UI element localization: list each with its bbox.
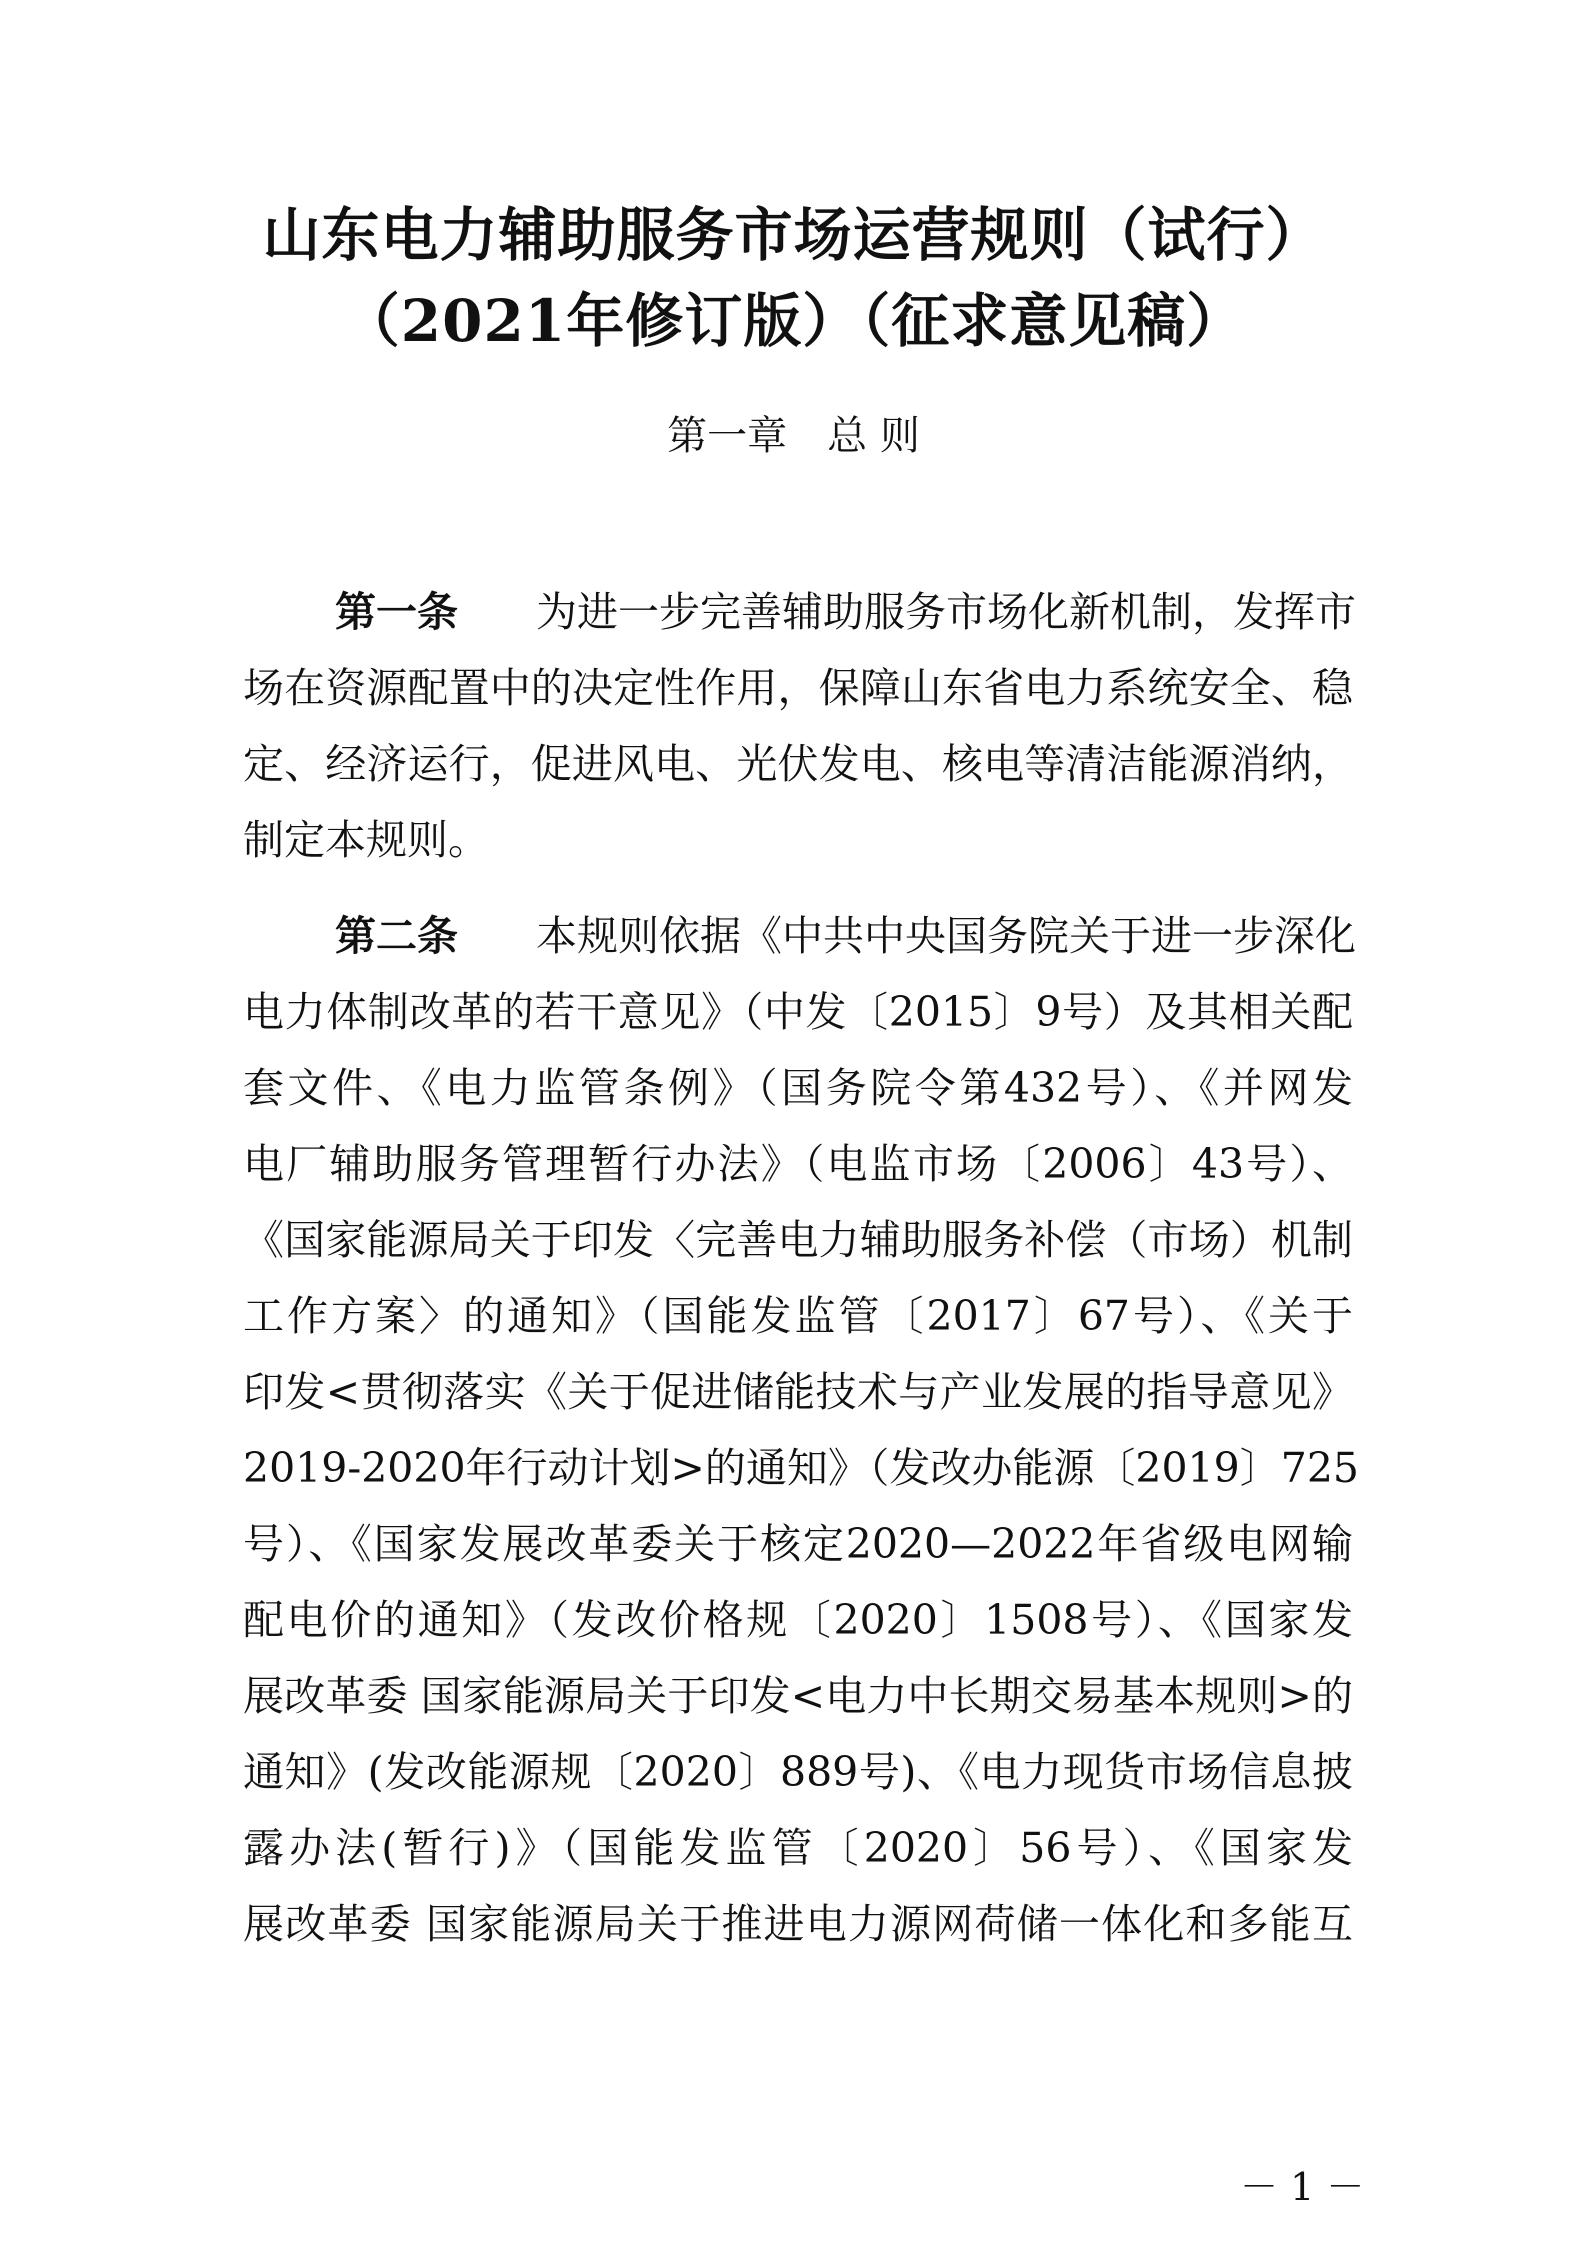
document-title-line-1: 山东电力辅助服务市场运营规则（试行） <box>262 201 1325 269</box>
article-2-line-5: 《国家能源局关于印发〈完善电力辅助服务补偿（市场）机制 <box>243 1216 1353 1264</box>
article-2-line-1 <box>243 906 1356 966</box>
article-2-line-11: 展改革委 国家能源局关于印发<电力中长期交易基本规则>的 <box>243 1672 1353 1720</box>
article-2-line-9: 号）、《国家发展改革委关于核定2020—2022年省级电网输 <box>243 1520 1353 1568</box>
article-1-line-4: 制定本规则。 <box>243 816 489 864</box>
article-2-line-8: 2019-2020年行动计划>的通知》（发改办能源〔2019〕725 <box>243 1444 1359 1492</box>
article-1-line-3: 定、经济运行，促进风电、光伏发电、核电等清洁能源消纳， <box>243 740 1353 788</box>
page-number: － 1 － <box>1240 2165 1365 2209</box>
article-1-text: 为进一步完善辅助服务市场化新机制，发挥市 <box>536 588 1356 636</box>
article-1-line-2: 场在资源配置中的决定性作用，保障山东省电力系统安全、稳 <box>243 664 1353 712</box>
document-title-line-2: （2021年修订版）（征求意见稿） <box>341 287 1246 355</box>
article-1-label: 第一条 <box>335 588 458 636</box>
article-2-line-10: 配电价的通知》（发改价格规〔2020〕1508号）、《国家发 <box>243 1596 1353 1644</box>
article-2-line-4: 电厂辅助服务管理暂行办法》（电监市场〔2006〕43号）、 <box>243 1140 1353 1188</box>
article-2-line-2: 电力体制改革的若干意见》（中发〔2015〕9号）及其相关配 <box>243 988 1353 1036</box>
article-2-label: 第二条 <box>335 912 458 960</box>
chapter-heading: 第一章 总 则 <box>667 413 920 459</box>
article-2-line-7: 印发<贯彻落实《关于促进储能技术与产业发展的指导意见》 <box>243 1368 1353 1416</box>
article-2-line-14: 展改革委 国家能源局关于推进电力源网荷储一体化和多能互 <box>243 1900 1353 1948</box>
article-2-line-13: 露办法(暂行)》（国能发监管〔2020〕56号）、《国家发 <box>243 1824 1353 1872</box>
article-1-line-1 <box>243 582 1356 642</box>
article-2-line-12: 通知》(发改能源规〔2020〕889号)、《电力现货市场信息披 <box>243 1748 1353 1796</box>
article-2-line-3: 套文件、《电力监管条例》（国务院令第432号）、《并网发 <box>243 1064 1353 1112</box>
article-2-text: 本规则依据《中共中央国务院关于进一步深化 <box>536 912 1356 960</box>
article-2-line-6: 工作方案〉的通知》（国能发监管〔2017〕67号）、《关于 <box>243 1292 1353 1340</box>
